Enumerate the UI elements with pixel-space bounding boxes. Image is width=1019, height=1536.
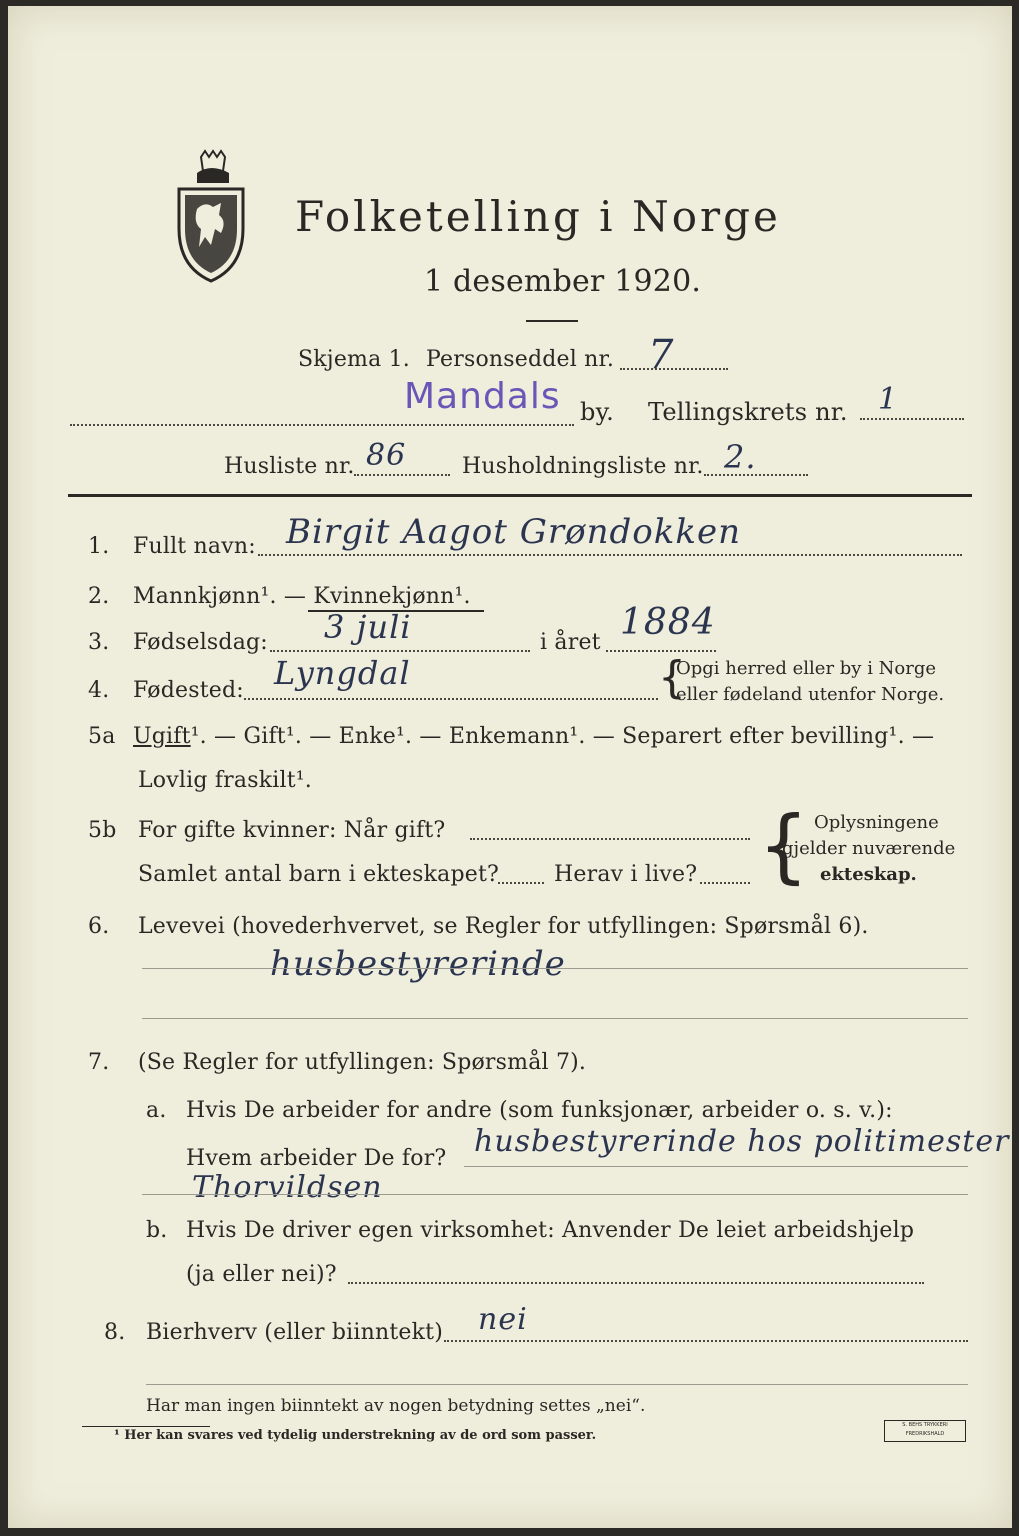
q7a-line2: Hvem arbeider De for? [186,1146,447,1171]
by-label: by. [580,398,614,426]
q3-value: 3 juli [324,608,412,646]
q5b-note-1: Oplysningene [814,812,939,833]
q5b-number: 5b [88,818,117,843]
form-date: 1 desember 1920. [424,264,702,299]
personseddel-value: 7 [648,332,675,378]
coat-of-arms-icon [171,149,251,289]
husholdning-label: Husholdningsliste nr. [462,454,704,479]
q4-number: 4. [88,678,110,703]
q4-label: Fødested: [133,678,244,703]
q5a-line2: Lovlig fraskilt¹. [138,768,312,793]
q8-label: Bierhverv (eller biinntekt) [146,1320,444,1345]
q8-field [444,1340,968,1342]
q7a-line-2 [142,1194,968,1195]
q5b-alive-field [700,882,750,884]
q1-field [258,554,962,556]
q6-line-2 [142,1018,968,1019]
form-title: Folketelling i Norge [295,192,781,241]
q5b-line2-a: Samlet antal barn i ekteskapet? [138,862,500,887]
header-divider [68,494,972,497]
q3-field [270,650,530,652]
q7a-value-2: Thorvildsen [192,1170,383,1205]
q6-line-1 [142,968,968,969]
q7-number: 7. [88,1050,110,1075]
q3-year-value: 1884 [620,602,716,643]
q1-value: Birgit Aagot Grøndokken [286,512,741,552]
q7b-field [348,1282,924,1284]
q6-number: 6. [88,914,110,939]
q4-note-1: Opgi herred eller by i Norge [676,658,937,679]
q5b-field [470,838,750,840]
census-form [8,6,1012,1528]
q5a-options: ¹. — Gift¹. — Enke¹. — Enkemann¹. — Separert efter bevilling¹. — [190,724,935,749]
q5b-label: For gifte kvinner: Når gift? [138,818,446,843]
q4-brace: { [658,652,686,703]
q7b-line2: (ja eller nei)? [186,1262,337,1287]
q7a-number: a. [146,1098,167,1123]
city-field [70,424,574,426]
q7a-line-1 [464,1166,968,1167]
husholdning-value: 2. [724,438,757,476]
q6-label: Levevei (hovederhvervet, se Regler for utfyllingen: Spørsmål 6). [138,914,869,939]
title-divider [526,320,578,322]
q5a-number: 5a [88,724,116,749]
q1-label: Fullt navn: [133,534,256,559]
q8-value: nei [478,1302,528,1337]
q8-line-2 [146,1384,968,1385]
q5b-note-3: ekteskap. [820,864,917,885]
city-stamp: Mandals [404,376,561,417]
husliste-value: 86 [366,438,407,473]
q7a-value: husbestyrerinde hos politimester [474,1124,1010,1159]
q7b-label: Hvis De driver egen virksomhet: Anvender De leiet arbeidshjelp [186,1218,915,1243]
q6-value: husbestyrerinde [270,944,566,984]
q5a-ugift: Ugift [133,724,191,749]
q4-value: Lyngdal [274,654,411,692]
q7a-label: Hvis De arbeider for andre (som funksjonær, arbeider o. s. v.): [186,1098,893,1123]
printer-mark [884,1420,966,1442]
q5b-note-2: gjelder nuværende [782,838,956,859]
printer-line-1: S. BEHS TRYKKERI [902,1422,948,1428]
tellingskrets-label: Tellingskrets nr. [648,398,848,426]
tellingskrets-field [860,418,964,420]
husliste-label: Husliste nr. [224,454,355,479]
q5b-brace: { [758,799,809,892]
q2-label: Mannkjønn¹. — Kvinnekjønn¹. [133,584,471,609]
q5b-line2-b: Herav i live? [554,862,698,887]
footnote: ¹ Her kan svares ved tydelig understrekning av de ord som passer. [114,1428,597,1443]
q7b-number: b. [146,1218,168,1243]
q8-number: 8. [104,1320,126,1345]
q7-label: (Se Regler for utfyllingen: Spørsmål 7). [138,1050,587,1075]
q4-note-2: eller fødeland utenfor Norge. [676,684,945,705]
footnote-rule [82,1426,210,1427]
q1-number: 1. [88,534,110,559]
q3-number: 3. [88,630,110,655]
printer-line-2: FREDRIKSHALD [905,1431,945,1437]
personseddel-label: Personseddel nr. [426,347,615,372]
q5a-label [133,724,934,749]
q3-label: Fødselsdag: [133,630,268,655]
q2-number: 2. [88,584,110,609]
q5b-children-field [498,882,544,884]
footer-note: Har man ingen biinntekt av nogen betydning settes „nei“. [146,1396,646,1416]
q4-field [244,698,658,700]
husliste-field [354,474,450,476]
q3-year-label: i året [540,630,601,655]
skjema-label: Skjema 1. [298,347,411,372]
tellingskrets-value: 1 [878,382,899,417]
